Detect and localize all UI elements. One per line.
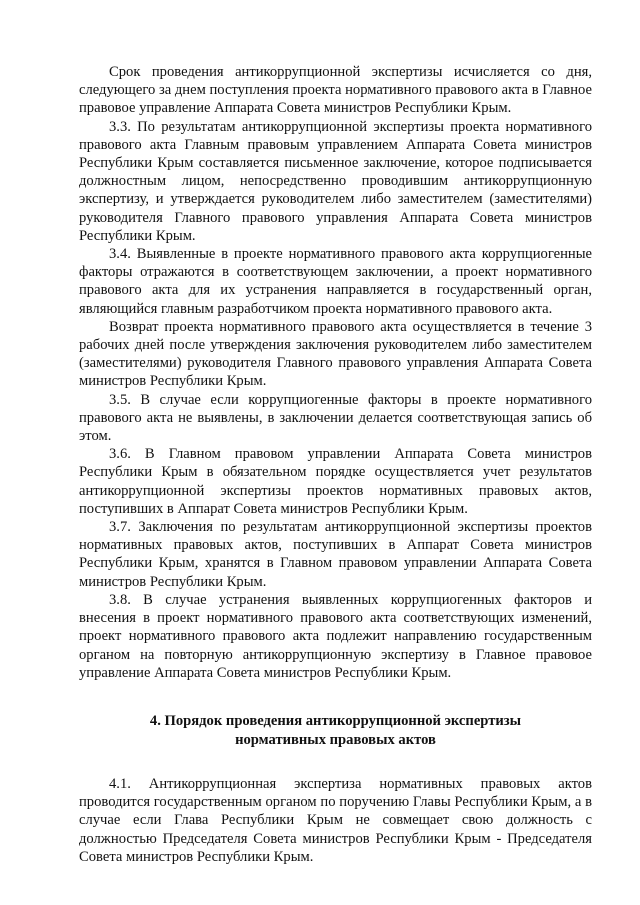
section-4-heading-line2: нормативных правовых актов [235, 731, 436, 748]
document-body [79, 63, 592, 866]
paragraph-3-3: 3.3. По результатам антикоррупционной экспертизы проекта нормативного правового акта Главным правовым управлением Аппарата Совета министров Республики Крым составляется письменное заключение, которое подписывается должностным лицом, непосредственно проводившим антикоррупционную экспертизу, и утверждается руководителем либо заместителем (заместителями) руководителя Главного правового управления Аппарата Совета министров Республики Крым. [79, 118, 592, 244]
paragraph-3-7: 3.7. Заключения по результатам антикоррупционной экспертизы проектов нормативных правовых актов, поступивших в Аппарат Совета министров Республики Крым, хранятся в Главном правовом управлении Аппарата Совета министров Республики Крым. [79, 519, 592, 590]
paragraph-3-8: 3.8. В случае устранения выявленных коррупциогенных факторов и внесения в проект нормативного правового акта соответствующих изменений, проект нормативного правового акта подлежит направлению государственным органом на повторную антикоррупционную экспертизу в Главное правовое управление Аппарата Совета министров Республики Крым. [79, 591, 592, 681]
paragraph-4-1: 4.1. Антикоррупционная экспертиза нормативных правовых актов проводится государственным органом по поручению Главы Республики Крым, а в случае если Глава Республики Крым не совмещает свою должность с должностью Председателя Совета министров Республики Крым - Председателя Совета министров Республики Крым. [79, 775, 592, 865]
paragraph-3-5: 3.5. В случае если коррупциогенные факторы в проекте нормативного правового акта не выявлены, в заключении делается соответствующая запись об этом. [79, 391, 592, 445]
section-4-heading-line1: 4. Порядок проведения антикоррупционной экспертизы [149, 712, 522, 729]
paragraph-3-6: 3.6. В Главном правовом управлении Аппарата Совета министров Республики Крым в обязательном порядке осуществляется учет результатов антикоррупционной экспертизы проектов нормативных правовых актов, поступивших в Аппарат Совета министров Республики Крым. [79, 446, 592, 517]
section-4-heading [79, 712, 592, 750]
paragraph-return: Возврат проекта нормативного правового акта осуществляется в течение 3 рабочих дней после утверждения заключения руководителем либо заместителем (заместителями) руководителя Главного правового управления Аппарата Совета министров Республики Крым. [79, 318, 592, 390]
paragraph-expertise-term: Срок проведения антикоррупционной экспертизы исчисляется со дня, следующего за днем поступления проекта нормативного правового акта в Главное правовое управление Аппарата Совета министров Республики Крым. [79, 64, 592, 117]
paragraph-3-4: 3.4. Выявленные в проекте нормативного правового акта коррупциогенные факторы отражаются в соответствующем заключении, а проект нормативного правового акта для их устранения направляется в государственный орган, являющийся главным разработчиком проекта нормативного правового акта. [79, 246, 592, 317]
